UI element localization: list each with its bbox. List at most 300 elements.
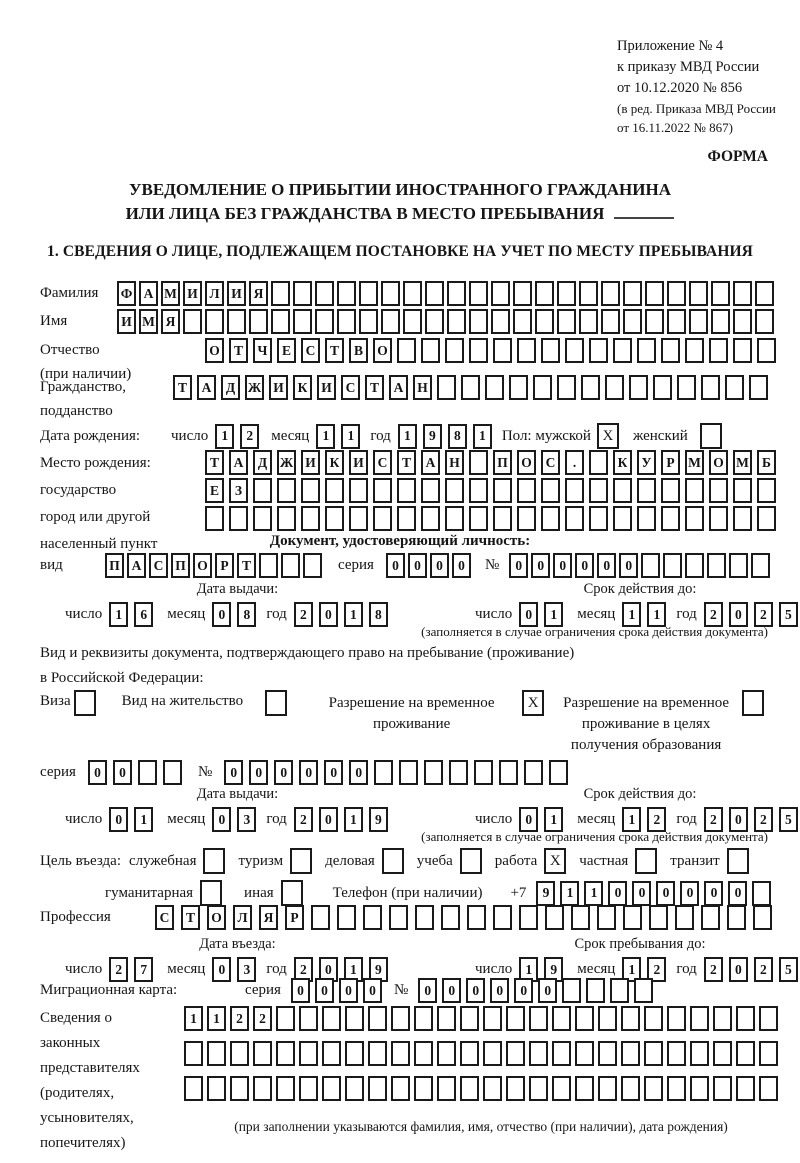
char-cell[interactable]: О: [207, 905, 226, 930]
char-cell[interactable]: [374, 760, 393, 785]
char-cell[interactable]: 2: [109, 957, 128, 982]
char-cell[interactable]: [661, 338, 680, 363]
char-cell[interactable]: [755, 309, 774, 334]
char-cell[interactable]: 0: [319, 602, 338, 627]
char-cell[interactable]: С: [301, 338, 320, 363]
char-cell[interactable]: [469, 281, 488, 306]
char-cell[interactable]: 2: [253, 1006, 272, 1031]
char-cell[interactable]: [589, 478, 608, 503]
char-cell[interactable]: [397, 478, 416, 503]
char-cell[interactable]: И: [301, 450, 320, 475]
char-cell[interactable]: Т: [181, 905, 200, 930]
char-cell[interactable]: 2: [647, 807, 666, 832]
char-cell[interactable]: В: [349, 338, 368, 363]
char-cell[interactable]: 1: [622, 602, 641, 627]
char-cell[interactable]: [399, 760, 418, 785]
char-cell[interactable]: М: [733, 450, 752, 475]
char-cell[interactable]: [301, 506, 320, 531]
char-cell[interactable]: 1: [519, 957, 538, 982]
char-cell[interactable]: [727, 905, 746, 930]
char-cell[interactable]: 0: [418, 978, 437, 1003]
female-checkbox[interactable]: [700, 423, 722, 449]
char-cell[interactable]: 2: [230, 1006, 249, 1031]
char-cell[interactable]: 0: [299, 760, 318, 785]
char-cell[interactable]: 1: [344, 807, 363, 832]
char-cell[interactable]: [565, 338, 584, 363]
char-cell[interactable]: [322, 1041, 341, 1066]
char-cell[interactable]: 0: [729, 957, 748, 982]
char-cell[interactable]: [565, 478, 584, 503]
char-cell[interactable]: [337, 309, 356, 334]
char-cell[interactable]: [690, 1076, 709, 1101]
char-cell[interactable]: [391, 1041, 410, 1066]
char-cell[interactable]: [535, 309, 554, 334]
char-cell[interactable]: [649, 905, 668, 930]
char-cell[interactable]: 0: [315, 978, 334, 1003]
char-cell[interactable]: [667, 1076, 686, 1101]
char-cell[interactable]: 0: [224, 760, 243, 785]
char-cell[interactable]: [368, 1041, 387, 1066]
char-cell[interactable]: Р: [285, 905, 304, 930]
char-cell[interactable]: [368, 1076, 387, 1101]
char-cell[interactable]: 9: [369, 957, 388, 982]
char-cell[interactable]: 1: [341, 424, 360, 449]
char-cell[interactable]: [685, 506, 704, 531]
char-cell[interactable]: [613, 338, 632, 363]
char-cell[interactable]: 1: [647, 602, 666, 627]
char-cell[interactable]: 2: [754, 957, 773, 982]
char-cell[interactable]: [345, 1006, 364, 1031]
char-cell[interactable]: [359, 309, 378, 334]
char-cell[interactable]: 8: [369, 602, 388, 627]
char-cell[interactable]: [757, 506, 776, 531]
char-cell[interactable]: Т: [365, 375, 384, 400]
char-cell[interactable]: [736, 1041, 755, 1066]
char-cell[interactable]: [661, 478, 680, 503]
char-cell[interactable]: [629, 375, 648, 400]
char-cell[interactable]: [711, 281, 730, 306]
char-cell[interactable]: [403, 309, 422, 334]
char-cell[interactable]: [299, 1076, 318, 1101]
char-cell[interactable]: [752, 881, 771, 906]
char-cell[interactable]: [184, 1041, 203, 1066]
char-cell[interactable]: 0: [680, 881, 699, 906]
char-cell[interactable]: [368, 1006, 387, 1031]
char-cell[interactable]: [644, 1006, 663, 1031]
char-cell[interactable]: 2: [754, 807, 773, 832]
char-cell[interactable]: [529, 1076, 548, 1101]
char-cell[interactable]: 0: [704, 881, 723, 906]
char-cell[interactable]: Я: [249, 281, 268, 306]
char-cell[interactable]: [276, 1076, 295, 1101]
char-cell[interactable]: [138, 760, 157, 785]
char-cell[interactable]: [575, 1076, 594, 1101]
char-cell[interactable]: [586, 978, 605, 1003]
char-cell[interactable]: А: [229, 450, 248, 475]
char-cell[interactable]: [601, 309, 620, 334]
char-cell[interactable]: 0: [619, 553, 638, 578]
char-cell[interactable]: [736, 1006, 755, 1031]
char-cell[interactable]: 0: [728, 881, 747, 906]
char-cell[interactable]: [253, 1076, 272, 1101]
char-cell[interactable]: [359, 281, 378, 306]
char-cell[interactable]: [579, 309, 598, 334]
char-cell[interactable]: [751, 553, 770, 578]
char-cell[interactable]: [249, 309, 268, 334]
char-cell[interactable]: [483, 1076, 502, 1101]
char-cell[interactable]: М: [139, 309, 158, 334]
char-cell[interactable]: [645, 281, 664, 306]
char-cell[interactable]: [685, 478, 704, 503]
char-cell[interactable]: 9: [369, 807, 388, 832]
male-checkbox[interactable]: X: [597, 423, 619, 449]
char-cell[interactable]: [513, 309, 532, 334]
char-cell[interactable]: М: [161, 281, 180, 306]
char-cell[interactable]: [713, 1041, 732, 1066]
char-cell[interactable]: Д: [221, 375, 240, 400]
char-cell[interactable]: [725, 375, 744, 400]
char-cell[interactable]: 1: [344, 957, 363, 982]
char-cell[interactable]: А: [389, 375, 408, 400]
char-cell[interactable]: Ф: [117, 281, 136, 306]
char-cell[interactable]: О: [205, 338, 224, 363]
char-cell[interactable]: И: [317, 375, 336, 400]
char-cell[interactable]: 1: [215, 424, 234, 449]
char-cell[interactable]: [421, 478, 440, 503]
char-cell[interactable]: [713, 1006, 732, 1031]
char-cell[interactable]: [623, 905, 642, 930]
char-cell[interactable]: [689, 281, 708, 306]
purpose-transit-checkbox[interactable]: [727, 848, 749, 874]
char-cell[interactable]: [397, 506, 416, 531]
char-cell[interactable]: [381, 309, 400, 334]
char-cell[interactable]: [557, 309, 576, 334]
char-cell[interactable]: А: [127, 553, 146, 578]
char-cell[interactable]: А: [197, 375, 216, 400]
char-cell[interactable]: [517, 338, 536, 363]
char-cell[interactable]: 2: [647, 957, 666, 982]
char-cell[interactable]: 0: [729, 602, 748, 627]
char-cell[interactable]: [493, 338, 512, 363]
char-cell[interactable]: [623, 309, 642, 334]
char-cell[interactable]: [701, 375, 720, 400]
char-cell[interactable]: Т: [229, 338, 248, 363]
char-cell[interactable]: [690, 1041, 709, 1066]
char-cell[interactable]: [575, 1041, 594, 1066]
char-cell[interactable]: [685, 553, 704, 578]
char-cell[interactable]: Н: [413, 375, 432, 400]
char-cell[interactable]: [467, 905, 486, 930]
char-cell[interactable]: [524, 760, 543, 785]
char-cell[interactable]: [509, 375, 528, 400]
char-cell[interactable]: С: [541, 450, 560, 475]
char-cell[interactable]: [483, 1006, 502, 1031]
char-cell[interactable]: [460, 1076, 479, 1101]
char-cell[interactable]: [506, 1006, 525, 1031]
char-cell[interactable]: Я: [259, 905, 278, 930]
char-cell[interactable]: 2: [704, 957, 723, 982]
char-cell[interactable]: 0: [363, 978, 382, 1003]
char-cell[interactable]: [301, 478, 320, 503]
char-cell[interactable]: [184, 1076, 203, 1101]
char-cell[interactable]: 0: [519, 807, 538, 832]
temp-permit-checkbox[interactable]: X: [522, 690, 544, 716]
char-cell[interactable]: Т: [397, 450, 416, 475]
char-cell[interactable]: [713, 1076, 732, 1101]
char-cell[interactable]: [667, 1006, 686, 1031]
char-cell[interactable]: Л: [233, 905, 252, 930]
char-cell[interactable]: [491, 309, 510, 334]
char-cell[interactable]: [445, 478, 464, 503]
char-cell[interactable]: [205, 309, 224, 334]
char-cell[interactable]: [363, 905, 382, 930]
char-cell[interactable]: [598, 1076, 617, 1101]
char-cell[interactable]: 2: [704, 602, 723, 627]
char-cell[interactable]: [460, 1006, 479, 1031]
char-cell[interactable]: .: [565, 450, 584, 475]
char-cell[interactable]: 0: [324, 760, 343, 785]
char-cell[interactable]: Р: [215, 553, 234, 578]
char-cell[interactable]: [565, 506, 584, 531]
char-cell[interactable]: [610, 978, 629, 1003]
char-cell[interactable]: 2: [704, 807, 723, 832]
char-cell[interactable]: А: [139, 281, 158, 306]
char-cell[interactable]: 1: [134, 807, 153, 832]
char-cell[interactable]: [421, 506, 440, 531]
char-cell[interactable]: [230, 1041, 249, 1066]
char-cell[interactable]: [506, 1041, 525, 1066]
char-cell[interactable]: [277, 506, 296, 531]
char-cell[interactable]: 0: [553, 553, 572, 578]
char-cell[interactable]: Е: [205, 478, 224, 503]
char-cell[interactable]: 2: [294, 807, 313, 832]
char-cell[interactable]: 0: [408, 553, 427, 578]
char-cell[interactable]: [337, 281, 356, 306]
char-cell[interactable]: [281, 553, 300, 578]
char-cell[interactable]: [469, 478, 488, 503]
char-cell[interactable]: [689, 309, 708, 334]
char-cell[interactable]: [460, 1041, 479, 1066]
char-cell[interactable]: И: [183, 281, 202, 306]
char-cell[interactable]: Р: [661, 450, 680, 475]
char-cell[interactable]: 0: [319, 807, 338, 832]
char-cell[interactable]: [474, 760, 493, 785]
char-cell[interactable]: 0: [531, 553, 550, 578]
char-cell[interactable]: [753, 905, 772, 930]
char-cell[interactable]: [733, 281, 752, 306]
char-cell[interactable]: [601, 281, 620, 306]
char-cell[interactable]: С: [341, 375, 360, 400]
char-cell[interactable]: И: [227, 281, 246, 306]
char-cell[interactable]: А: [421, 450, 440, 475]
char-cell[interactable]: 8: [448, 424, 467, 449]
char-cell[interactable]: [552, 1041, 571, 1066]
char-cell[interactable]: [541, 478, 560, 503]
char-cell[interactable]: [259, 553, 278, 578]
char-cell[interactable]: [325, 506, 344, 531]
char-cell[interactable]: [667, 281, 686, 306]
char-cell[interactable]: 1: [473, 424, 492, 449]
char-cell[interactable]: [447, 281, 466, 306]
char-cell[interactable]: 8: [237, 602, 256, 627]
char-cell[interactable]: [207, 1076, 226, 1101]
char-cell[interactable]: [513, 281, 532, 306]
char-cell[interactable]: И: [349, 450, 368, 475]
char-cell[interactable]: 0: [656, 881, 675, 906]
char-cell[interactable]: 0: [249, 760, 268, 785]
char-cell[interactable]: [562, 978, 581, 1003]
char-cell[interactable]: З: [229, 478, 248, 503]
char-cell[interactable]: [690, 1006, 709, 1031]
char-cell[interactable]: [711, 309, 730, 334]
char-cell[interactable]: 0: [597, 553, 616, 578]
char-cell[interactable]: 1: [398, 424, 417, 449]
char-cell[interactable]: 0: [212, 807, 231, 832]
char-cell[interactable]: 0: [442, 978, 461, 1003]
char-cell[interactable]: Я: [161, 309, 180, 334]
char-cell[interactable]: [437, 1041, 456, 1066]
char-cell[interactable]: 1: [584, 881, 603, 906]
char-cell[interactable]: 0: [509, 553, 528, 578]
char-cell[interactable]: [345, 1041, 364, 1066]
char-cell[interactable]: 0: [490, 978, 509, 1003]
char-cell[interactable]: Т: [205, 450, 224, 475]
char-cell[interactable]: П: [105, 553, 124, 578]
char-cell[interactable]: Ж: [277, 450, 296, 475]
char-cell[interactable]: [421, 338, 440, 363]
char-cell[interactable]: 1: [622, 807, 641, 832]
char-cell[interactable]: [441, 905, 460, 930]
char-cell[interactable]: [613, 478, 632, 503]
char-cell[interactable]: [641, 553, 660, 578]
char-cell[interactable]: [205, 506, 224, 531]
char-cell[interactable]: [685, 338, 704, 363]
char-cell[interactable]: [491, 281, 510, 306]
char-cell[interactable]: [445, 506, 464, 531]
char-cell[interactable]: 0: [452, 553, 471, 578]
char-cell[interactable]: [644, 1076, 663, 1101]
char-cell[interactable]: 0: [212, 602, 231, 627]
purpose-tourism-checkbox[interactable]: [290, 848, 312, 874]
char-cell[interactable]: [373, 506, 392, 531]
char-cell[interactable]: Л: [205, 281, 224, 306]
char-cell[interactable]: [276, 1041, 295, 1066]
char-cell[interactable]: [299, 1041, 318, 1066]
char-cell[interactable]: [598, 1041, 617, 1066]
char-cell[interactable]: [667, 309, 686, 334]
char-cell[interactable]: [517, 478, 536, 503]
char-cell[interactable]: [541, 338, 560, 363]
char-cell[interactable]: [414, 1006, 433, 1031]
char-cell[interactable]: 0: [339, 978, 358, 1003]
char-cell[interactable]: [311, 905, 330, 930]
char-cell[interactable]: [469, 506, 488, 531]
char-cell[interactable]: Ч: [253, 338, 272, 363]
char-cell[interactable]: [437, 1076, 456, 1101]
char-cell[interactable]: [557, 281, 576, 306]
char-cell[interactable]: [733, 478, 752, 503]
char-cell[interactable]: Е: [277, 338, 296, 363]
char-cell[interactable]: [483, 1041, 502, 1066]
char-cell[interactable]: Т: [237, 553, 256, 578]
purpose-study-checkbox[interactable]: [460, 848, 482, 874]
char-cell[interactable]: 0: [514, 978, 533, 1003]
char-cell[interactable]: [552, 1076, 571, 1101]
char-cell[interactable]: 0: [430, 553, 449, 578]
char-cell[interactable]: [661, 506, 680, 531]
char-cell[interactable]: 0: [729, 807, 748, 832]
char-cell[interactable]: И: [269, 375, 288, 400]
char-cell[interactable]: Ж: [245, 375, 264, 400]
char-cell[interactable]: [349, 506, 368, 531]
char-cell[interactable]: 1: [560, 881, 579, 906]
char-cell[interactable]: С: [373, 450, 392, 475]
char-cell[interactable]: [707, 553, 726, 578]
char-cell[interactable]: [315, 309, 334, 334]
char-cell[interactable]: [391, 1006, 410, 1031]
char-cell[interactable]: [389, 905, 408, 930]
char-cell[interactable]: [506, 1076, 525, 1101]
char-cell[interactable]: [589, 450, 608, 475]
char-cell[interactable]: [424, 760, 443, 785]
char-cell[interactable]: О: [709, 450, 728, 475]
char-cell[interactable]: 5: [779, 957, 798, 982]
char-cell[interactable]: 1: [184, 1006, 203, 1031]
char-cell[interactable]: П: [493, 450, 512, 475]
char-cell[interactable]: [163, 760, 182, 785]
char-cell[interactable]: [701, 905, 720, 930]
char-cell[interactable]: [253, 506, 272, 531]
char-cell[interactable]: [469, 338, 488, 363]
char-cell[interactable]: [303, 553, 322, 578]
char-cell[interactable]: [227, 309, 246, 334]
char-cell[interactable]: [535, 281, 554, 306]
char-cell[interactable]: [299, 1006, 318, 1031]
char-cell[interactable]: Д: [253, 450, 272, 475]
char-cell[interactable]: [598, 1006, 617, 1031]
char-cell[interactable]: [529, 1041, 548, 1066]
char-cell[interactable]: [449, 760, 468, 785]
char-cell[interactable]: [757, 338, 776, 363]
char-cell[interactable]: [276, 1006, 295, 1031]
char-cell[interactable]: [349, 478, 368, 503]
char-cell[interactable]: [271, 309, 290, 334]
purpose-other-checkbox[interactable]: [281, 880, 303, 906]
char-cell[interactable]: 7: [134, 957, 153, 982]
char-cell[interactable]: [571, 905, 590, 930]
char-cell[interactable]: 0: [113, 760, 132, 785]
char-cell[interactable]: [749, 375, 768, 400]
char-cell[interactable]: [403, 281, 422, 306]
char-cell[interactable]: [529, 1006, 548, 1031]
char-cell[interactable]: [755, 281, 774, 306]
char-cell[interactable]: [733, 338, 752, 363]
char-cell[interactable]: П: [171, 553, 190, 578]
char-cell[interactable]: 0: [538, 978, 557, 1003]
visa-checkbox[interactable]: [74, 690, 96, 716]
char-cell[interactable]: [337, 905, 356, 930]
char-cell[interactable]: [325, 478, 344, 503]
char-cell[interactable]: [709, 478, 728, 503]
char-cell[interactable]: 0: [88, 760, 107, 785]
char-cell[interactable]: [613, 506, 632, 531]
char-cell[interactable]: К: [613, 450, 632, 475]
char-cell[interactable]: К: [293, 375, 312, 400]
char-cell[interactable]: [207, 1041, 226, 1066]
char-cell[interactable]: Т: [173, 375, 192, 400]
char-cell[interactable]: 5: [779, 602, 798, 627]
char-cell[interactable]: 9: [536, 881, 555, 906]
